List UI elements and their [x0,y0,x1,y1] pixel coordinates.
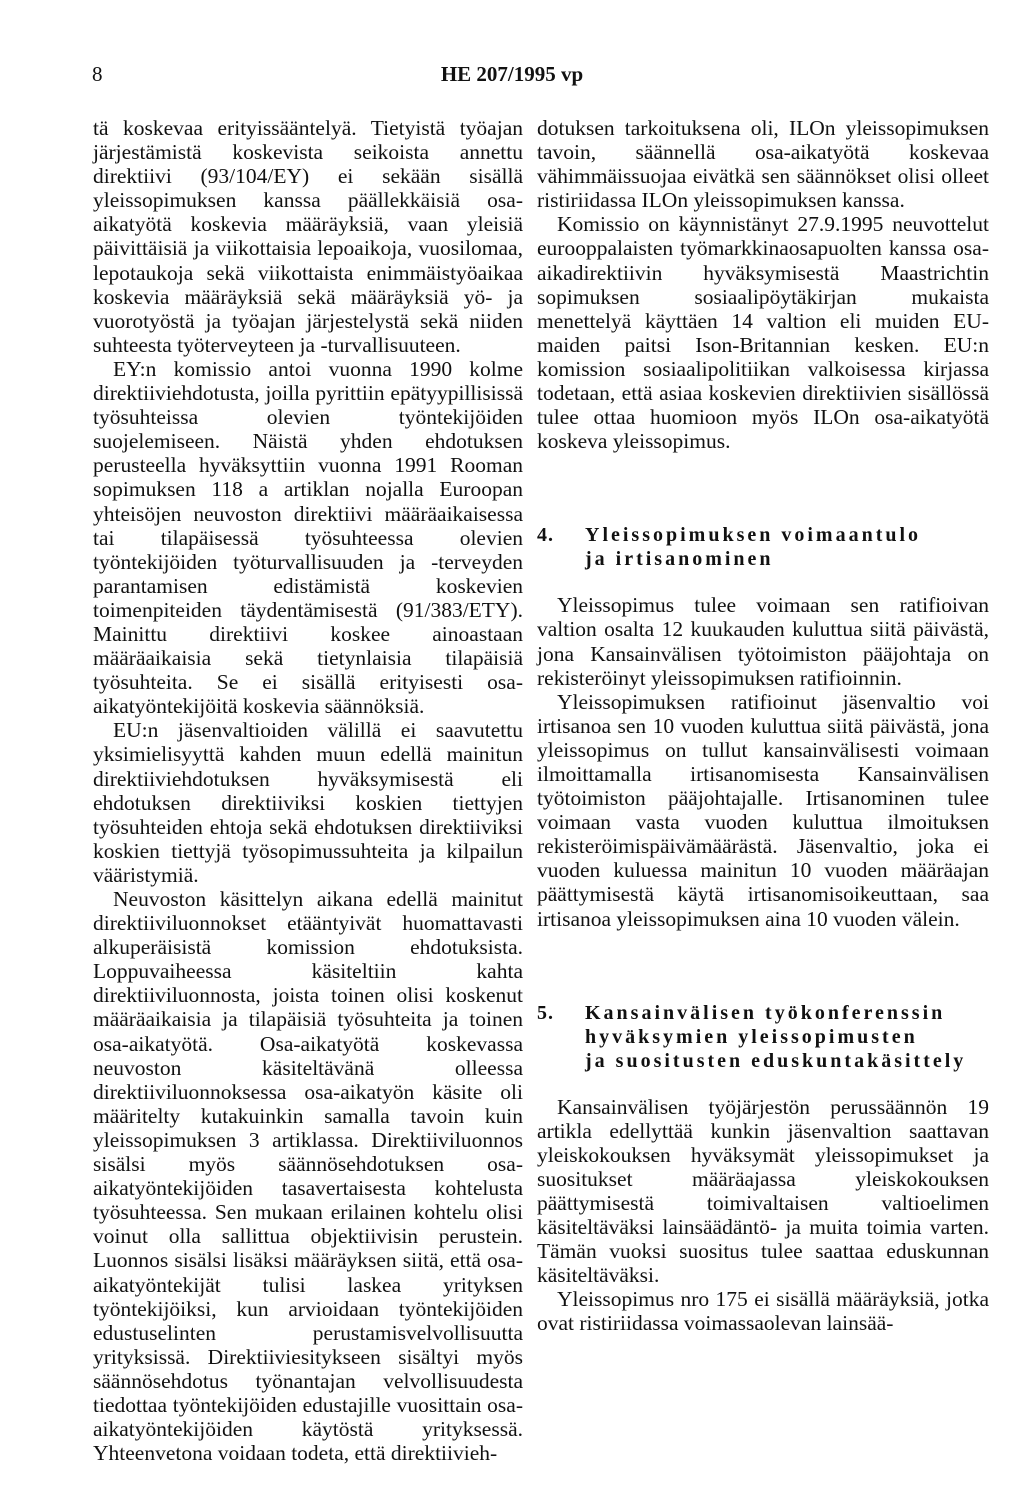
page-number: 8 [92,62,103,86]
section-4-paragraph-1: Yleissopimus tulee voimaan sen ratifioivan valtion osalta 12 kuukauden kuluttua siitä päivästä, jona Kansainvälisen työtoimiston pääjohtaja on rekisteröinyt yleissopimuksen ratifioinnin. [537,593,989,690]
section-4-paragraph-2: Yleissopimuksen ratifioinut jäsenvaltio voi irtisanoa sen 10 vuoden kuluttua siitä päivästä, jona yleissopimus on tullut kansainvälisesti voimaan ilmoittamalla irtisanomisesta Kansainvälisen työtoimiston pääjohtajalle. Irtisanominen tulee voimaan vasta vuoden kuluttua ilmoituksen rekisteröimispäivämäärästä. Jäsenvaltio, joka ei vuoden kuluessa mainitun 10 vuoden määräajan päättymisestä käytä irtisanomisoikeuttaan, saa irtisanoa yleissopimuksen aina 10 vuoden välein. [537,689,989,931]
left-column [93,116,523,1465]
section-5-title-line-3: ja suositusten eduskuntakäsittely [585,1049,967,1072]
section-5-number: 5. [537,1001,554,1024]
section-4-heading [537,523,989,571]
section-5-title-line-1: Kansainvälisen työkonferenssin [585,1001,946,1024]
section-4-title-line-2: ja irtisanominen [585,548,774,571]
section-5-paragraph-1: Kansainvälisen työjärjestön perussäännön 19 artikla edellyttää kunkin jäsenvaltion saattavan yleiskokouksen hyväksymät yleissopimukset ja suositukset määräajassa yleiskokouksen päättymisestä toimivaltaisen valtioelimen käsiteltäväksi lainsäädäntö- ja muita toimia varten. Tämän vuoksi suositus tulee saattaa eduskunnan käsiteltäväksi. [537,1094,989,1288]
left-paragraph-1: tä koskevaa erityissääntelyä. Tietyistä työajan järjestämistä koskevista seikoista annettu direktiivi (93/104/EY) ei sekään sisällä yleissopimuksen kanssa päällekkäisiä osa-aikatyötä koskevia määräyksiä, vaan yleisiä päivittäisiä ja viikottaisia lepoaikoja, vuosilomaa, lepotaukoja sekä viikottaista enimmäistyöaikaa koskevia määräyksiä sekä määräyksiä yö- ja vuorotyöstä ja työajan järjestelystä sekä niiden suhteesta työterveyteen ja -turvallisuuteen. [93,116,523,357]
document-id-header: HE 207/1995 vp [440,62,584,86]
section-5-paragraph-2: Yleissopimus nro 175 ei sisällä määräyksiä, jotka ovat ristiriidassa voimassaolevan lainsää- [537,1287,989,1336]
section-4-title-line-1: Yleissopimuksen voimaantulo [585,524,922,547]
section-5-title-line-2: hyväksymien yleissopimusten [585,1025,918,1048]
left-paragraph-2: EY:n komissio antoi vuonna 1990 kolme direktiiviehdotusta, joilla pyrittiin epätyypillisissä työsuhteissa olevien työntekijöiden suojelemiseen. Näistä yhden ehdotuksen perusteella hyväksyttiin vuonna 1991 Rooman sopimuksen 118 a artiklan nojalla Euroopan yhteisöjen neuvoston direktiivi määräaikaisessa tai tilapäisessä työsuhteessa olevien työntekijöiden työturvallisuuden ja -terveyden parantamisen edistämistä koskevien toimenpiteiden täydentämisestä (91/383/ETY). Mainittu direktiivi koskee ainoastaan määräaikaisia sekä tietynlaisia tilapäisiä työsuhteita. Se ei sisällä erityisesti osa-aikatyöntekijöitä koskevia säännöksiä. [93,356,523,719]
section-5-heading [537,1001,989,1073]
left-paragraph-3: EU:n jäsenvaltioiden välillä ei saavutettu yksimielisyyttä kahden muun edellä mainitun direktiiviehdotuksen hyväksymisestä eli ehdotuksen direktiiviksi koskien tiettyjen työsuhteiden ehtoja sekä ehdotuksen direktiiviksi koskien tiettyjä työsopimussuhteita ja kilpailun vääristymiä. [93,718,523,887]
section-4-number: 4. [537,524,554,547]
right-column [537,116,989,1336]
right-continuation-paragraph: dotuksen tarkoituksena oli, ILOn yleissopimuksen tavoin, säännellä osa-aikatyötä koskevaa vähimmäissuojaa eivätkä sen säännökset olisi olleet ristiriidassa ILOn yleissopimuksen kanssa. [537,116,989,213]
left-paragraph-4: Neuvoston käsittelyn aikana edellä mainitut direktiiviluonnokset etääntyivät huomattavasti alkuperäisistä komission ehdotuksista. Loppuvaiheessa käsiteltiin kahta direktiiviluonnosta, joista toinen olisi koskenut määräaikaisia ja tilapäisiä työsuhteita ja toinen osa-aikatyötä. Osa-aikatyötä koskevassa neuvoston käsiteltävänä olleessa direktiiviluonnoksessa osa-aikatyön käsite oli määritelty kutakuinkin samalla tavoin kuin yleissopimuksen 3 artiklassa. Direktiiviluonnos sisälsi myös säännösehdotuksen osa-aikatyöntekijöiden tasavertaisesta kohtelusta työsuhteessa. Sen mukaan erilainen kohtelu olisi voinut olla sallittua objektiivisin perustein. Luonnos sisälsi lisäksi määräyksen siitä, että osa-aikatyöntekijät tulisi laskea yrityksen työntekijöiksi, kun arvioidaan työntekijöiden edustuselinten perustamisvelvollisuutta yrityksissä. Direktiiviesitykseen sisältyi myös säännösehdotus työnantajan velvollisuudesta tiedottaa työntekijöiden edustajille vuosittain osa-aikatyöntekijöiden käytöstä yrityksessä. Yhteenvetona voidaan todeta, että direktiivieh- [93,887,523,1466]
right-paragraph-komissio: Komissio on käynnistänyt 27.9.1995 neuvottelut eurooppalaisten työmarkkinaosapuolten kanssa osa-aikadirektiivin hyväksymisestä Maastrichtin sopimuksen sosiaalipöytäkirjan mukaista menettelyä käyttäen 14 valtion eli muiden EU-maiden paitsi Ison-Britannian kesken. EU:n komission sosiaalipolitiikan valkoisessa kirjassa todetaan, että asiaa koskevien direktiivien sisällössä tulee ottaa huomioon myös ILOn osa-aikatyötä koskeva yleissopimus. [537,212,989,454]
